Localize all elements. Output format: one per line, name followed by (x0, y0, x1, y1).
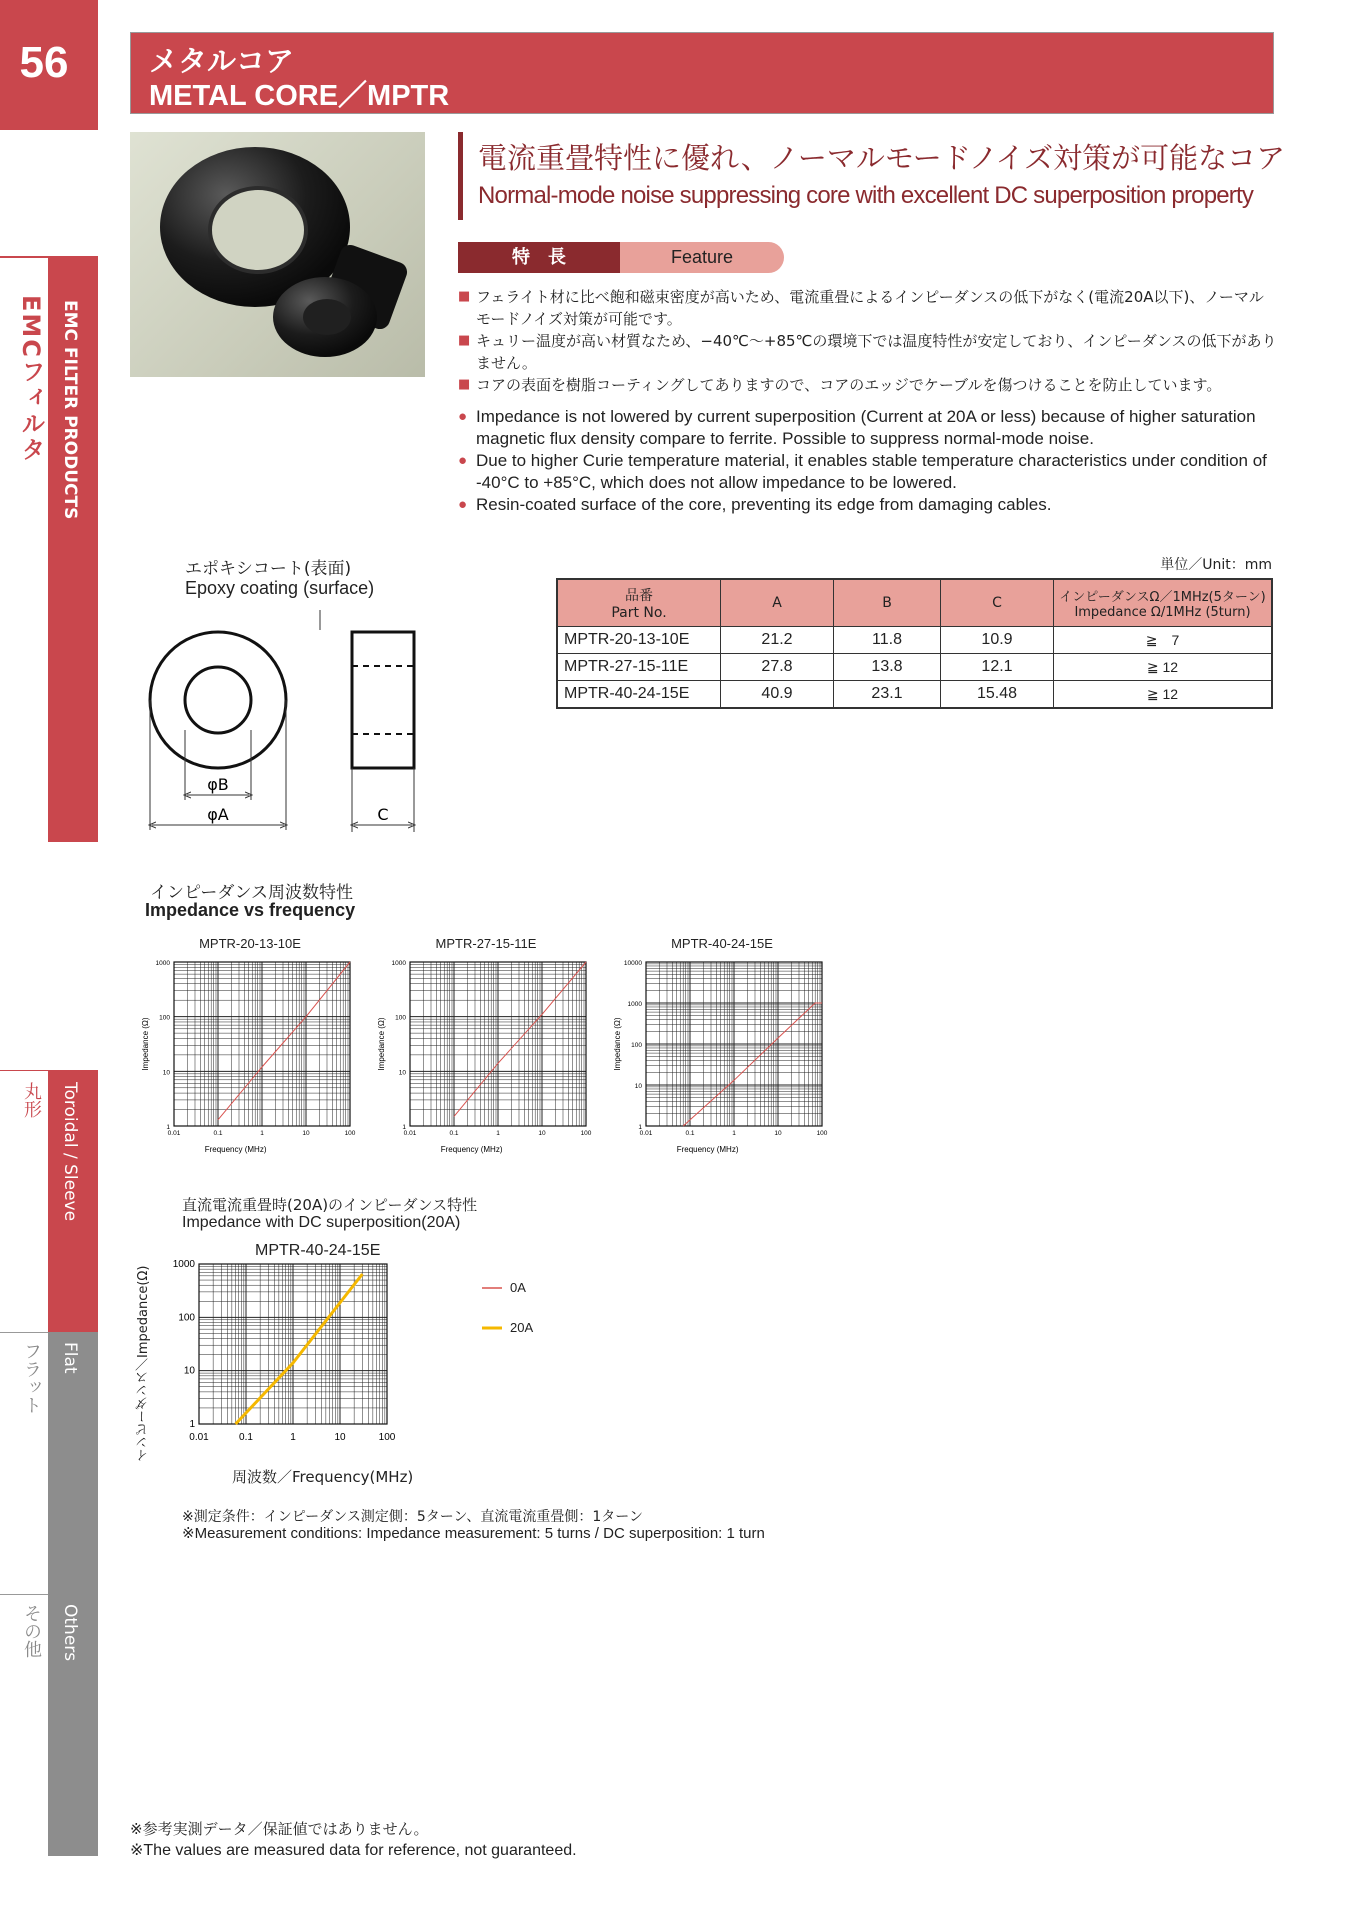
y-tick-label: 10 (162, 1069, 170, 1077)
chart-title: MPTR-40-24-15E (671, 936, 773, 951)
dc-title-en: Impedance with DC superposition(20A) (182, 1214, 461, 1231)
y-tick-label: 1000 (172, 1259, 195, 1270)
sidebar-divider-toroidal (0, 1070, 48, 1071)
x-tick-label: 0.1 (685, 1130, 695, 1137)
legend-label-0a: 0A (510, 1280, 526, 1295)
series-line-curve-0 (683, 1003, 822, 1126)
y-tick-label: 100 (395, 1014, 406, 1022)
col-c: C (941, 579, 1054, 627)
tab-others-en: Others (60, 1604, 80, 1662)
cell-b: 23.1 (834, 681, 941, 709)
measurement-note-en: ※Measurement conditions: Impedance measurement: 5 turns / DC superposition: 1 turn (182, 1525, 765, 1542)
legend-0a (480, 1278, 540, 1298)
table-row (557, 654, 1272, 681)
tab-others-jp: その他 (21, 1604, 42, 1658)
chart-container-3 (612, 936, 832, 1156)
col-impedance (1054, 579, 1273, 627)
coating-label-jp: エポキシコート(表面) (185, 559, 352, 579)
feature-item-jp: ■ コアの表面を樹脂コーティングしてありますので、コアのエッジでケーブルを傷つけることを防止しています。 (458, 374, 1278, 396)
x-tick-label: 100 (378, 1432, 396, 1443)
footer-note-jp: ※参考実測データ／保証値ではありません。 (130, 1820, 429, 1838)
x-tick-label: 100 (344, 1130, 356, 1137)
cell-a: 21.2 (721, 627, 834, 654)
y-tick-label: 10 (183, 1365, 195, 1377)
feature-label-en: Feature (620, 242, 784, 273)
chart-title: MPTR-27-15-11E (435, 936, 537, 951)
dim-label-c: C (377, 805, 389, 824)
freq-title-en: Impedance vs frequency (145, 900, 356, 920)
side-view-rect (352, 632, 414, 768)
x-axis-label: Frequency (MHz) (204, 1145, 267, 1154)
table-row (557, 681, 1272, 709)
tab-toroidal-jp: 丸形 (21, 1082, 42, 1118)
cell-part: MPTR-40-24-15E (557, 681, 721, 709)
col-part-en: Part No. (611, 605, 667, 621)
impedance-chart-3 (612, 952, 832, 1162)
x-tick-label: 10 (302, 1130, 310, 1137)
col-imp-jp: インピーダンスΩ／1MHz(5ターン) (1059, 590, 1266, 605)
y-tick-label: 1 (166, 1124, 170, 1131)
y-tick-label: 1 (402, 1124, 406, 1131)
table-row (557, 627, 1272, 654)
feature-header (458, 242, 784, 273)
y-tick-label: 10 (634, 1083, 642, 1090)
cell-b: 13.8 (834, 654, 941, 681)
x-tick-label: 0.01 (189, 1432, 209, 1443)
impedance-chart-1 (140, 952, 360, 1162)
y-axis-label: Impedance (Ω) (613, 1017, 622, 1071)
feature-label-jp: 特 長 (458, 242, 620, 273)
y-tick-label: 100 (631, 1042, 642, 1049)
dc-chart-xlabel: 周波数／Frequency(MHz) (232, 1468, 414, 1486)
page-number-box (0, 0, 98, 130)
dc-chart-ylabel: インピーダンス／Impedance(Ω) (136, 1265, 151, 1463)
legend-label-20a: 20A (510, 1320, 534, 1335)
col-a: A (721, 579, 834, 627)
x-tick-label: 0.01 (403, 1130, 417, 1137)
y-tick-label: 1 (189, 1419, 195, 1430)
cell-c: 10.9 (941, 627, 1054, 654)
y-axis-label: Impedance (Ω) (141, 1017, 150, 1071)
dc-superposition-chart (165, 1254, 505, 1454)
legend-swatch-20a (480, 1318, 504, 1338)
dimension-drawing (140, 600, 440, 840)
inner-circle (185, 667, 251, 733)
x-axis-label: Frequency (MHz) (676, 1145, 739, 1154)
cell-c: 15.48 (941, 681, 1054, 709)
y-tick-label: 100 (178, 1312, 195, 1324)
coating-label-en: Epoxy coating (surface) (185, 578, 375, 598)
title-en: METAL CORE／MPTR (149, 80, 450, 112)
y-tick-label: 1 (638, 1124, 642, 1131)
chart-container-2 (376, 936, 596, 1156)
tagline-en: Normal-mode noise suppressing core with excellent DC superposition property (478, 182, 1254, 209)
y-axis-label: Impedance (Ω) (377, 1017, 386, 1071)
cell-imp: ≧ 7 (1054, 627, 1273, 654)
chart-grid (174, 962, 350, 1126)
y-tick-label: 1000 (391, 960, 406, 967)
legend-swatch-0a (480, 1278, 504, 1298)
tagline-jp: 電流重畳特性に優れ、ノーマルモードノイズ対策が可能なコア (478, 141, 1286, 175)
cell-b: 11.8 (834, 627, 941, 654)
page-number: 56 (19, 38, 69, 87)
col-imp-en: Impedance Ω/1MHz (5turn) (1074, 605, 1251, 620)
x-tick-label: 0.1 (213, 1130, 223, 1137)
measurement-note-jp: ※測定条件：インピーダンス測定側：5ターン、直流電流重畳側：1ターン (182, 1509, 644, 1525)
dc-chart-title: MPTR-40-24-15E (255, 1242, 381, 1259)
cell-part: MPTR-20-13-10E (557, 627, 721, 654)
title-jp: メタルコア (149, 44, 295, 78)
x-tick-label: 100 (816, 1130, 828, 1137)
x-tick-label: 0.01 (167, 1130, 181, 1137)
y-tick-label: 10 (398, 1069, 406, 1077)
legend-20a (480, 1318, 540, 1338)
chart-container-1 (140, 936, 360, 1156)
y-tick-label: 10000 (623, 960, 642, 967)
x-axis-label: Frequency (MHz) (440, 1145, 503, 1154)
feature-list-en (458, 406, 1280, 516)
feature-item-jp: ■ キュリー温度が高い材質なため、−40℃〜+85℃の環境下では温度特性が安定しており、インピーダンスの低下がありません。 (458, 330, 1278, 374)
x-tick-label: 1 (732, 1130, 736, 1137)
x-tick-label: 10 (538, 1130, 546, 1137)
cell-part: MPTR-27-15-11E (557, 654, 721, 681)
col-part-jp: 品番 (625, 588, 653, 604)
tab-flat-jp: フラット (21, 1342, 42, 1414)
cell-a: 27.8 (721, 654, 834, 681)
cell-c: 12.1 (941, 654, 1054, 681)
x-tick-label: 0.01 (639, 1130, 653, 1137)
tab-toroidal-en: Toroidal / Sleeve (60, 1082, 80, 1222)
y-tick-label: 1000 (155, 960, 170, 967)
x-tick-label: 1 (290, 1432, 296, 1443)
x-tick-label: 1 (260, 1130, 264, 1137)
feature-item-en: ● Due to higher Curie temperature material, it enables stable temperature characteristics under condition of -40°C to +85°C, which does not allow impedance to be lowered. (458, 450, 1280, 494)
outer-circle (150, 632, 286, 768)
series-line-20A (236, 1274, 363, 1424)
x-tick-label: 0.1 (449, 1130, 459, 1137)
col-part-no (557, 579, 721, 627)
product-photo (130, 132, 425, 377)
col-b: B (834, 579, 941, 627)
tab-flat-en: Flat (60, 1342, 80, 1374)
footer-note-en: ※The values are measured data for reference, not guaranteed. (130, 1842, 577, 1859)
x-tick-label: 0.1 (239, 1432, 253, 1443)
cell-imp: ≧ 12 (1054, 681, 1273, 709)
feature-item-jp: ■ フェライト材に比べ飽和磁束密度が高いため、電流重畳によるインピーダンスの低下がなく(電流20A以下)、ノーマルモードノイズ対策が可能です。 (458, 286, 1278, 330)
sidebar-divider-others (0, 1594, 48, 1595)
sidebar-divider-flat (0, 1332, 48, 1333)
chart-grid (199, 1264, 387, 1424)
chart-grid (646, 962, 822, 1126)
feature-list-jp (458, 286, 1278, 396)
series-line-curve-0 (218, 962, 350, 1120)
title-bar (130, 32, 1274, 114)
impedance-chart-2 (376, 952, 596, 1162)
x-tick-label: 100 (580, 1130, 592, 1137)
tagline-accent (458, 132, 463, 220)
section-tab-en: EMC FILTER PRODUCTS (60, 300, 80, 520)
chart-grid (410, 962, 586, 1126)
cell-a: 40.9 (721, 681, 834, 709)
dc-title-jp: 直流電流重畳時(20A)のインピーダンス特性 (182, 1196, 478, 1214)
spec-table (556, 578, 1273, 709)
x-tick-label: 10 (774, 1130, 782, 1137)
feature-item-en: ● Impedance is not lowered by current superposition (Current at 20A or less) because of higher saturation magnetic flux density compare to ferrite. Possible to suppress normal-mode noise. (458, 406, 1280, 450)
feature-item-en: ● Resin-coated surface of the core, preventing its edge from damaging cables. (458, 494, 1280, 516)
chart-title: MPTR-20-13-10E (199, 936, 301, 951)
y-tick-label: 100 (159, 1014, 170, 1022)
freq-title-jp: インピーダンス周波数特性 (150, 883, 353, 903)
dim-label-a: φA (207, 805, 229, 824)
section-tab-jp: EMCフィルタ (17, 295, 45, 463)
x-tick-label: 10 (334, 1432, 346, 1443)
metal-core-photo-icon (130, 132, 425, 377)
dim-label-b: φB (207, 775, 229, 794)
cell-imp: ≧ 12 (1054, 654, 1273, 681)
y-tick-label: 1000 (627, 1001, 642, 1008)
x-tick-label: 1 (496, 1130, 500, 1137)
unit-label: 単位／Unit：mm (1160, 557, 1272, 573)
